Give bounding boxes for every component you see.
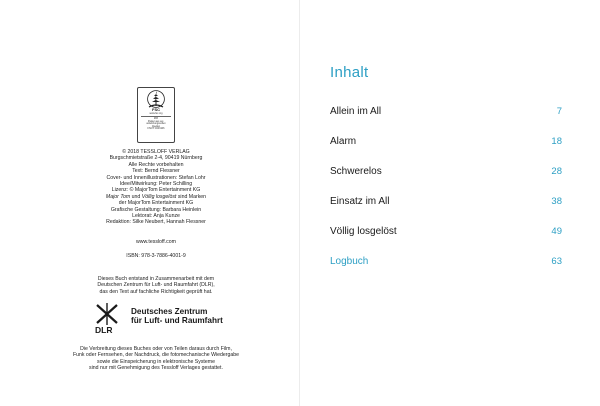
toc-entry[interactable] [330,196,562,212]
toc-entry[interactable] [330,166,562,182]
toc-entry-page: 63 [551,256,562,267]
fsc-brand: FSC [152,107,160,112]
toc-entry-title: Allein im All [330,106,382,117]
fsc-site: www.fsc.org [149,111,163,115]
collaboration-note [60,276,252,295]
note-line: das den Text auf fachliche Richtigkeit geprüft hat. [99,288,213,295]
fsc-label [137,87,175,143]
rights-line: sowie die Einspeicherung in elektronische Systeme [97,358,215,365]
fsc-tree-icon [146,90,166,108]
toc-heading: Inhalt [330,64,369,81]
dlr-logo [93,303,233,335]
trademark-connector: und [130,193,142,200]
rights-line: sind nur mit Genehmigung des Tessloff Verlages gestattet. [89,365,223,372]
imprint-line: Grafische Gestaltung: Barbara Heinlein [110,206,202,213]
isbn: ISBN: 978-3-7886-4001-9 [126,253,186,259]
toc-entry-title: Logbuch [330,256,369,267]
toc-entry-page: 7 [556,106,562,117]
dlr-name-line-1: Deutsches Zentrum [131,307,208,316]
imprint-line: Text: Bernd Flessner [132,168,180,175]
toc-entry-page: 49 [551,226,562,237]
publisher-url[interactable]: www.tessloff.com [136,239,176,245]
rights-line: Die Verbreitung dieses Buches oder von Teilen daraus durch Film, [80,346,232,352]
toc-entry-title: Alarm [330,136,357,147]
toc-entry-title: Schwerelos [330,166,382,177]
toc-entry-title: Einsatz im All [330,196,390,207]
rights-line: Funk oder Fernsehen, der Nachdruck, die fotomechanische Wiedergabe [72,352,240,359]
imprint-line: Burgschmietstraße 2-4, 90419 Nürnberg [109,155,203,162]
note-line: Dieses Buch entstand in Zusammenarbeit mit dem [97,276,215,282]
imprint-line: Lizenz: © MajorTom Entertainment KG [111,187,201,194]
toc-entry-page: 38 [551,196,562,207]
toc-entry-title: Völlig losgelöst [330,226,397,237]
fsc-type: MIX [153,117,159,121]
imprint-line: © 2018 TESSLOFF VERLAG [122,149,190,155]
fsc-code: FSC® C043106 [147,127,165,131]
toc-entry[interactable] [330,106,562,122]
trademark-name-1: Major Tom [105,193,131,200]
dlr-emblem-icon [93,303,129,335]
trademark-name-2: Völlig losgelöst [141,193,177,200]
rights-notice [60,346,252,372]
imprint-block [70,149,242,226]
dlr-name [131,307,223,326]
toc-entry[interactable] [330,226,562,242]
fsc-desc-1: Papier aus ver- [147,119,165,123]
imprint-line: Idee/Mitwirkung: Peter Schilling [119,181,193,188]
toc-entry-logbook[interactable] [330,256,562,272]
dlr-name-line-2: für Luft- und Raumfahrt [131,316,223,326]
imprint-line: Redaktion: Silke Neubert, Hannah Flessner [106,219,206,226]
imprint-line: Cover- und Innenillustrationen: Stefan Lohr [106,174,206,181]
note-line: Deutschen Zentrum für Luft- und Raumfahrt (DLR), [97,282,215,289]
trademark-suffix: sind Marken [176,193,207,200]
dlr-abbr: DLR [95,325,113,335]
contents-page [300,0,600,406]
fsc-desc-3: Quellen [151,124,161,128]
toc-entry[interactable] [330,136,562,152]
toc-entry-page: 28 [551,166,562,177]
toc-entry-page: 18 [551,136,562,147]
imprint-line: Alle Rechte vorbehalten [128,161,184,168]
trademark-line-2: der MajorTom Entertainment KG [118,200,194,207]
fsc-desc-2: antwortungsvollen [146,122,166,126]
imprint-line: Lektorat: Anja Kunze [132,213,180,220]
